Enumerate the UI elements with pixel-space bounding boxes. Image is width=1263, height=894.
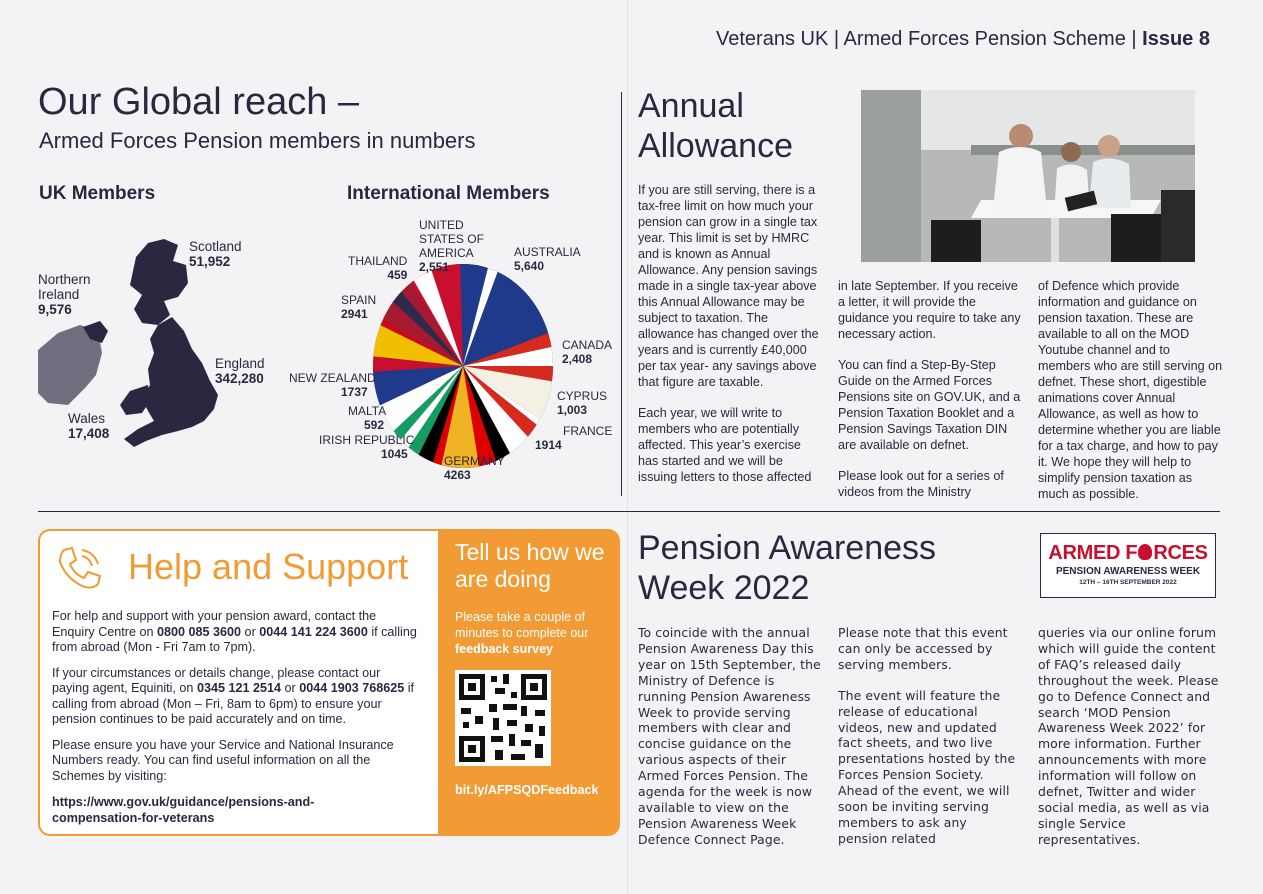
annual-column-3: of Defence which provide information and guidance on pension taxation. These are available to all on the MOD Youtube channel and to members who are still serving on defnet. These short, digestible animations cover Annual Allowance, as well as how to determine whether you are liable for a tax charge, and how to pay it. We hope they will help to simplify pension taxation as much as possible. [1038, 279, 1223, 501]
intl-canada-label: CANADA 2,408 [562, 338, 613, 366]
column-divider [621, 92, 622, 496]
feedback-survey-link[interactable]: bit.ly/AFPSQDFeedback [455, 783, 599, 797]
wales-shape [120, 385, 150, 415]
page-fold [627, 0, 628, 894]
intl-spain-label: SPAIN 2941 [341, 293, 377, 321]
uk-members-heading: UK Members [39, 183, 156, 204]
office-meeting-photo [861, 90, 1195, 262]
intl-germany-label: GERMANY 4263 [444, 454, 505, 482]
armed-forces-paw-logo: ARMED F RCES PENSION AWARENESS WEEK 12TH – 16TH SEPTEMBER 2022 [1040, 533, 1216, 598]
intl-cyprus-label: CYPRUS 1,003 [557, 389, 608, 417]
issue-header [716, 28, 1210, 51]
scotland-shape [130, 239, 188, 325]
feedback-text: Please take a couple of minutes to complete our feedback survey [455, 610, 589, 656]
uk-scotland-label: Scotland 51,952 [189, 239, 242, 269]
feedback-qr-code[interactable] [455, 670, 551, 766]
intl-malta-label: MALTA 592 [348, 404, 387, 432]
annual-title: Annual Allowance [638, 87, 793, 165]
uk-england-label: England 342,280 [215, 356, 265, 386]
phone-icon [52, 540, 108, 596]
intl-new-zealand-label: NEW ZEALAND 1737 [289, 371, 376, 399]
paw-column-3: queries via our online forum which will guide the content of FAQ’s released daily throughout the week. Please go to Defence Connect and search ‘MOD Pension Awareness Week 2022’ for more information. Further announcements with more information will follow on defnet, Twitter and wider social media, as well as via single Service representatives. [1038, 625, 1219, 847]
paw-column-1: To coincide with the annual Pension Awareness Day this year on 15th September, the Ministry of Defence is running Pension Awareness Week to provide serving members with clear and concise guidance on the various aspects of their Armed Forces Pension. The agenda for the week is now available to view on the Pension Awareness Week Defence Connect Page. [638, 625, 821, 847]
annual-column-2: in late September. If you receive a letter, it will provide the guidance you require to take any necessary action. You can find a Step-By-Step Guide on the Armed Forces Pensions site on GOV.UK, and a Pension Taxation Booklet and a Pension Savings Taxation DIN are available on defnet. Please look out for a series of videos from the Ministry [838, 279, 1021, 499]
global-title: Our Global reach – [38, 81, 360, 123]
header-text: Veterans UK | Armed Forces Pension Scheme | [716, 28, 1143, 50]
intl-irish-label: IRISH REPUBLIC 1045 [319, 433, 415, 461]
intl-thailand-label: THAILAND 459 [348, 254, 408, 282]
issue-number: Issue 8 [1142, 28, 1210, 50]
feedback-title: Tell us how we are doing [455, 539, 605, 592]
global-subtitle: Armed Forces Pension members in numbers [39, 128, 476, 153]
uk-wales-label: Wales 17,408 [68, 411, 110, 441]
england-shape [124, 317, 218, 447]
international-members-heading: International Members [347, 183, 550, 204]
paw-title: Pension Awareness Week 2022 [638, 529, 937, 607]
paw-column-2: Please note that this event can only be accessed by serving members. The event will feature the release of educational videos, new and updated fact sheets, and two live presentations hosted by the Forces Pension Society. Ahead of the event, we will soon be inviting serving members to ask any pension related [838, 625, 1016, 846]
help-support-text: For help and support with your pension award, contact the Enquiry Centre on 0800 085 3600 or 0044 141 224 3600 if calling from abroad (Mon - Fri 7am to 7pm). If your circumstances or details change, please contact our paying agent, Equiniti, on 0345 121 2514 or 0044 1903 768625 if calling from abroad (Mon – Fri, 8am to 6pm) to ensure your pension continues to be paid accurately and on time. Please ensure you have your Service and National Insurance Numbers ready. You can find useful information on all the Schemes by visiting: [52, 609, 417, 783]
annual-column-1: If you are still serving, there is a tax-free limit on how much your pension can grow in a single tax year. This limit is set by HMRC and is known as Annual Allowance. Any pension savings made in a single tax-year above this Annual Allowance may be subject to taxation. The allowance has changed over the years and is currently £40,000 per tax year- any savings above that figure are taxable. Each year, we will write to members who are potentially affected. This year’s exercise has started and we will be issuing letters to those affected [638, 183, 819, 484]
intl-france-label: FRANCE 1914 [535, 424, 613, 452]
pensions-guidance-link[interactable]: https://www.gov.uk/guidance/pensions-and-compensation-for-veterans [52, 795, 315, 825]
uk-northern-ireland-label: Northern Ireland 9,576 [38, 272, 91, 317]
crest-icon [1138, 544, 1152, 560]
help-support-title: Help and Support [128, 546, 409, 587]
intl-usa-label: UNITED STATES OF AMERICA 2,551 [419, 218, 484, 274]
intl-australia-label: AUSTRALIA 5,640 [514, 245, 581, 273]
